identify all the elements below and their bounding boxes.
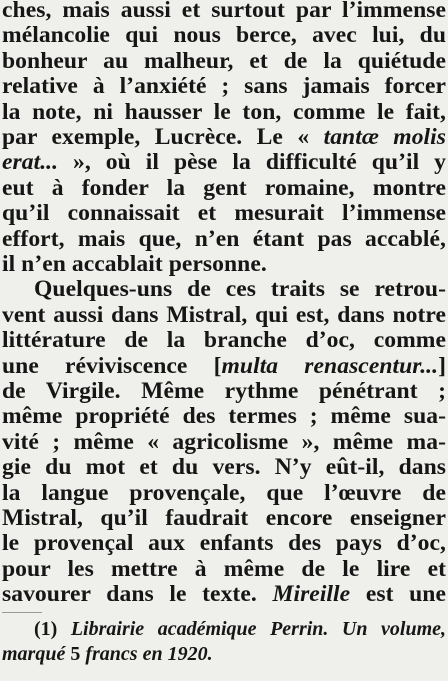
footnote-line	[2, 641, 446, 667]
text-line: savourer dans le texte. Mireille est une	[2, 581, 446, 608]
text-line: vité ; même « agricolisme », même ma-	[2, 428, 446, 455]
text-line: même propriété des termes ; même sua-	[2, 403, 446, 430]
footnote-rule	[2, 612, 42, 613]
text-line: il n’en accablait personne.	[2, 251, 267, 277]
text-line: le provençal aux enfants des pays d’oc,	[2, 530, 446, 557]
footnote-marker: (1)	[34, 618, 71, 641]
text-line: vent aussi dans Mistral, qui est, dans notre	[2, 301, 446, 328]
text-line: littérature de la branche d’oc, comme	[2, 327, 446, 354]
text-line: relative à l’anxiété ; sans jamais forcer	[2, 73, 446, 100]
footnote-text: marqué	[2, 643, 71, 666]
text-line: effort, mais que, n’en étant pas accablé,	[2, 225, 446, 252]
paragraph-first-line: Quelques-uns de ces traits se retrou-	[34, 276, 446, 303]
footnote-price: 5	[70, 643, 81, 666]
text-line: la langue provençale, que l’œuvre de	[2, 479, 446, 506]
text-line: la note, ni hausser le ton, comme le fait,	[2, 98, 446, 125]
text-line: qu’il connaissait et mesurait l’immense	[2, 200, 446, 227]
text-line: bonheur au malheur, et de la quiétude	[2, 47, 446, 74]
footnote-line	[34, 616, 446, 642]
text-line: eut à fonder la gent romaine, montre	[2, 174, 446, 201]
italic-title: Mireille	[272, 581, 351, 608]
italic-latin-quote: multa renascentur...	[221, 352, 439, 379]
text-line: une réviviscence [multa renascentur...]	[2, 352, 446, 379]
footnote-text: francs en 1920.	[80, 643, 213, 666]
text-line: pour les mettre à même de le lire et	[2, 555, 446, 582]
text-line: Mistral, qu’il faudrait encore enseigner	[2, 505, 446, 531]
italic-latin-quote: erat...	[2, 149, 74, 176]
text-line: gie du mot et du vers. N’y eût-il, dans	[2, 454, 446, 481]
text-line: de Virgile. Même rythme pénétrant ;	[2, 378, 446, 404]
footnote-text: Librairie académique Perrin. Un volume,	[70, 618, 446, 641]
text-line: ches, mais aussi et surtout par l’immense	[2, 0, 446, 23]
italic-latin-quote: tantæ molis	[323, 124, 446, 150]
text-line: mélancolie qui nous berce, avec lui, du	[2, 22, 446, 49]
text-line: par exemple, Lucrèce. Le « tantæ molis	[2, 124, 446, 150]
text-line: erat... », où il pèse la difficulté qu’il y	[2, 149, 447, 176]
